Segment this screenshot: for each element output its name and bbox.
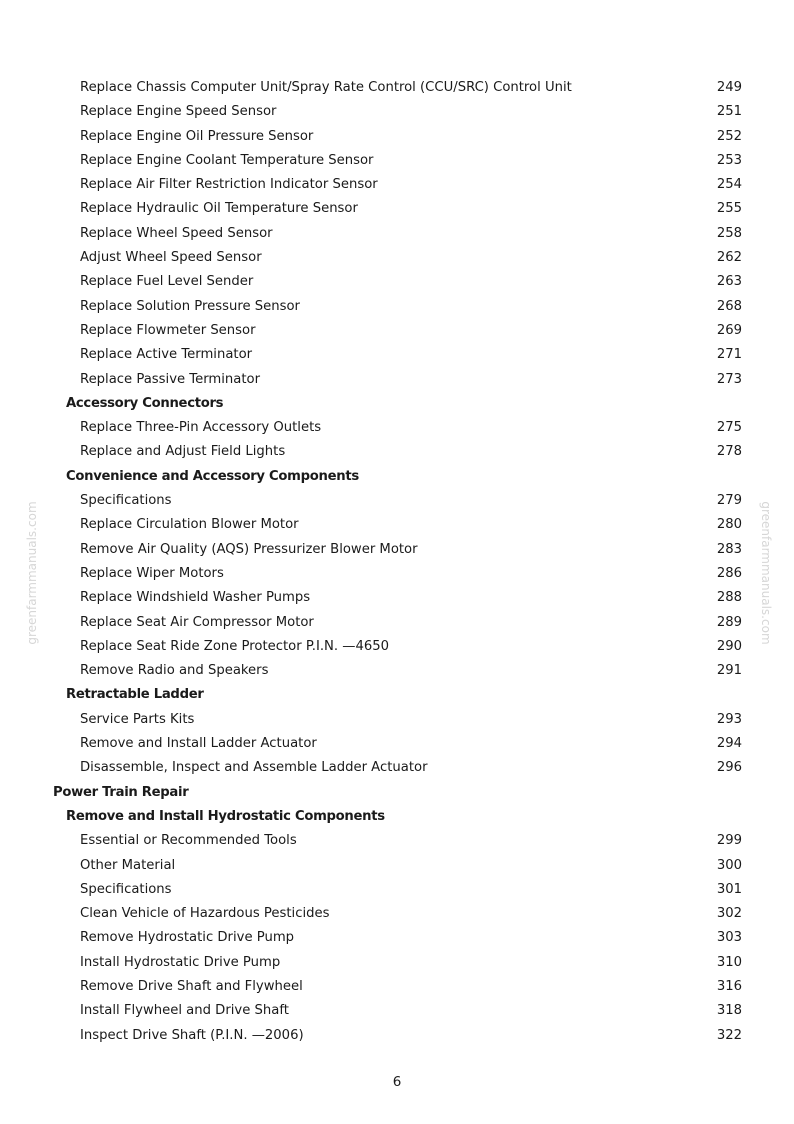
toc-entry[interactable] — [0, 513, 794, 537]
toc-entry-title: Remove Hydrostatic Drive Pump — [80, 930, 295, 946]
toc-chapter-heading[interactable] — [0, 781, 794, 805]
toc-entry-title: Replace Active Terminator — [80, 347, 253, 363]
toc-entry-page: 255 — [716, 201, 742, 217]
toc-entry[interactable] — [0, 708, 794, 732]
toc-entry-title: Replace Engine Oil Pressure Sensor — [80, 128, 314, 144]
toc-entry-title: Specifications — [80, 493, 172, 509]
toc-entry-title: Remove Air Quality (AQS) Pressurizer Blower Motor — [80, 541, 418, 557]
toc-entry[interactable] — [0, 878, 794, 902]
toc-entry[interactable] — [0, 586, 794, 610]
toc-entry-title: Retractable Ladder — [66, 687, 204, 703]
toc-entry-title: Remove and Install Hydrostatic Components — [66, 808, 385, 824]
toc-entry-page: 289 — [716, 614, 742, 630]
toc-entry-title: Accessory Connectors — [66, 395, 224, 411]
toc-entry[interactable] — [0, 538, 794, 562]
toc-entry-title: Convenience and Accessory Components — [66, 468, 359, 484]
toc-entry-page: 252 — [716, 128, 742, 144]
toc-entry-title: Replace Passive Terminator — [80, 371, 261, 387]
toc-entry[interactable] — [0, 319, 794, 343]
toc-entry[interactable] — [0, 149, 794, 173]
toc-entry[interactable] — [0, 829, 794, 853]
toc-entry[interactable] — [0, 926, 794, 950]
toc-entry-title: Replace Circulation Blower Motor — [80, 517, 299, 533]
toc-entry-page: 254 — [716, 177, 742, 193]
toc-entry[interactable] — [0, 999, 794, 1023]
toc-entry-title: Replace Engine Coolant Temperature Sensor — [80, 152, 374, 168]
toc-entry-page: 300 — [716, 857, 742, 873]
toc-entry-page: 290 — [716, 638, 742, 654]
toc-entry-page: 263 — [716, 274, 742, 290]
toc-entry[interactable] — [0, 951, 794, 975]
toc-entry-title: Install Flywheel and Drive Shaft — [80, 1003, 289, 1019]
toc-entry-title: Adjust Wheel Speed Sensor — [80, 250, 262, 266]
toc-entry-title: Replace Seat Air Compressor Motor — [80, 614, 314, 630]
toc-entry-title: Other Material — [80, 857, 176, 873]
toc-entry[interactable] — [0, 756, 794, 780]
toc-entry-page: 296 — [716, 760, 742, 776]
toc-entry-title: Replace Wheel Speed Sensor — [80, 225, 273, 241]
toc-entry-page: 278 — [716, 444, 742, 460]
toc-entry[interactable] — [0, 1024, 794, 1048]
toc-entry-page: 291 — [716, 663, 742, 679]
toc-entry-title: Inspect Drive Shaft (P.I.N. —2006) — [80, 1027, 304, 1043]
toc-entry-page: 288 — [716, 590, 742, 606]
toc-section-heading[interactable] — [0, 683, 794, 707]
toc-entry-title: Power Train Repair — [53, 784, 189, 800]
toc-entry-page: 299 — [716, 833, 742, 849]
toc-entry[interactable] — [0, 975, 794, 999]
toc-entry-title: Replace Windshield Washer Pumps — [80, 590, 311, 606]
toc-entry-title: Replace Engine Speed Sensor — [80, 104, 277, 120]
toc-entry-title: Replace Flowmeter Sensor — [80, 322, 256, 338]
toc-entry-title: Replace Three-Pin Accessory Outlets — [80, 420, 322, 436]
toc-entry[interactable] — [0, 489, 794, 513]
page-number: 6 — [392, 1074, 402, 1090]
toc-entry-page: 318 — [716, 1003, 742, 1019]
toc-entry-title: Clean Vehicle of Hazardous Pesticides — [80, 906, 330, 922]
toc-entry[interactable] — [0, 368, 794, 392]
toc-entry-title: Replace Chassis Computer Unit/Spray Rate Control (CCU/SRC) Control Unit — [80, 80, 572, 95]
toc-entry-page: 253 — [716, 152, 742, 168]
toc-entry-page: 283 — [716, 541, 742, 557]
toc-entry[interactable] — [0, 854, 794, 878]
toc-entry-page: 262 — [716, 250, 742, 266]
toc-entry-title: Specifications — [80, 881, 172, 897]
toc-entry-page: 268 — [716, 298, 742, 314]
toc-entry[interactable] — [0, 562, 794, 586]
toc-entry-page: 286 — [716, 565, 742, 581]
toc-entry-page: 302 — [716, 906, 742, 922]
toc-section-heading[interactable] — [0, 465, 794, 489]
toc-entry-page: 273 — [716, 371, 742, 387]
toc-entry[interactable] — [0, 295, 794, 319]
table-of-contents — [0, 76, 794, 1048]
toc-entry-title: Install Hydrostatic Drive Pump — [80, 954, 281, 970]
toc-entry-title: Replace Air Filter Restriction Indicator Sensor — [80, 177, 378, 193]
toc-entry[interactable] — [0, 173, 794, 197]
toc-entry[interactable] — [0, 343, 794, 367]
toc-entry[interactable] — [0, 197, 794, 221]
toc-entry-title: Replace Fuel Level Sender — [80, 274, 254, 290]
toc-section-heading[interactable] — [0, 392, 794, 416]
toc-entry[interactable] — [0, 902, 794, 926]
watermark-right: greenfarmmanuals.com — [759, 501, 773, 645]
toc-entry-page: 271 — [716, 347, 742, 363]
toc-entry-title: Disassemble, Inspect and Assemble Ladder Actuator — [80, 760, 428, 776]
toc-entry-page: 294 — [716, 736, 742, 752]
toc-entry[interactable] — [0, 635, 794, 659]
toc-entry-title: Replace Seat Ride Zone Protector P.I.N. —4650 — [80, 638, 390, 654]
toc-entry-title: Replace and Adjust Field Lights — [80, 444, 286, 460]
toc-entry[interactable] — [0, 100, 794, 124]
toc-entry-title: Essential or Recommended Tools — [80, 833, 297, 849]
toc-entry-title: Replace Wiper Motors — [80, 565, 224, 581]
toc-entry-page: 279 — [716, 493, 742, 509]
toc-entry-title: Replace Solution Pressure Sensor — [80, 298, 300, 314]
toc-entry-title: Service Parts Kits — [80, 711, 195, 727]
toc-entry-page: 249 — [716, 80, 742, 95]
toc-entry-title: Replace Hydraulic Oil Temperature Sensor — [80, 201, 358, 217]
watermark-left: greenfarmmanuals.com — [25, 501, 39, 645]
toc-entry[interactable] — [0, 76, 794, 100]
toc-entry[interactable] — [0, 270, 794, 294]
toc-entry-page: 269 — [716, 322, 742, 338]
toc-entry-page: 275 — [716, 420, 742, 436]
toc-section-heading[interactable] — [0, 805, 794, 829]
toc-entry-page: 310 — [716, 954, 742, 970]
toc-entry-page: 316 — [716, 978, 742, 994]
toc-entry-page: 280 — [716, 517, 742, 533]
toc-entry-page: 251 — [716, 104, 742, 120]
toc-entry-title: Remove Drive Shaft and Flywheel — [80, 978, 303, 994]
toc-entry-page: 322 — [716, 1027, 742, 1043]
toc-entry-title: Remove Radio and Speakers — [80, 663, 269, 679]
toc-entry[interactable] — [0, 659, 794, 683]
toc-entry[interactable] — [0, 611, 794, 635]
toc-entry-page: 258 — [716, 225, 742, 241]
toc-entry[interactable] — [0, 732, 794, 756]
toc-entry-page: 293 — [716, 711, 742, 727]
toc-entry[interactable] — [0, 416, 794, 440]
toc-entry[interactable] — [0, 440, 794, 464]
toc-entry-page: 303 — [716, 930, 742, 946]
toc-entry[interactable] — [0, 222, 794, 246]
toc-entry-title: Remove and Install Ladder Actuator — [80, 736, 317, 752]
toc-entry[interactable] — [0, 246, 794, 270]
toc-entry[interactable] — [0, 125, 794, 149]
toc-entry-page: 301 — [716, 881, 742, 897]
